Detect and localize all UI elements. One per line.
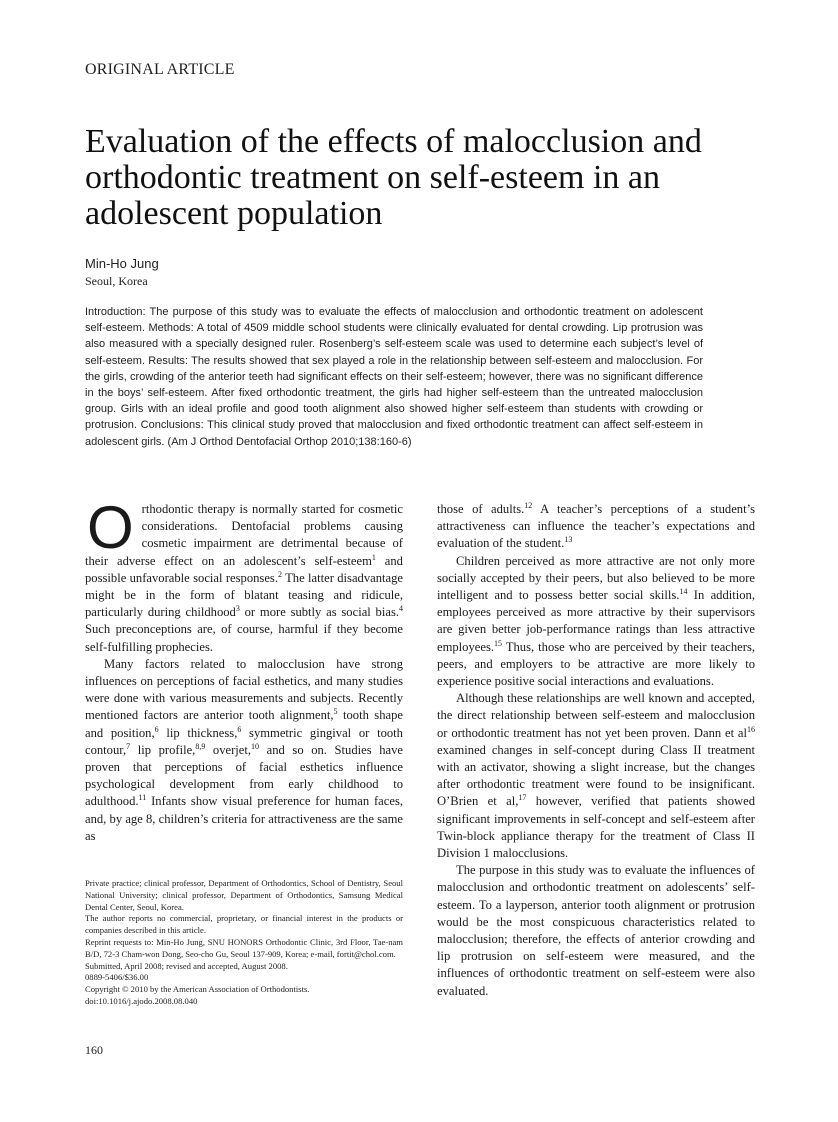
reference-marker[interactable]: 7 [126,741,131,751]
body-paragraph: Children perceived as more attractive are not only more socially accepted by their peers, but also believed to be more intelligent and to possess better social skills.$^{14}$ In addition, employees perceived as more attractive by their supervisors are given better job-performance ratings than less attractive employees.$^{15}$ Thus, those who are perceived by their teachers, peers, and employers to be attractive are more likely to experience positive social interactions and evaluations. [437,553,755,689]
reference-marker[interactable]: 6 [154,724,159,734]
reference-marker[interactable]: 2 [277,569,282,579]
reference-marker[interactable]: 8,9 [195,741,206,751]
author-affiliation: Seoul, Korea [85,274,148,288]
reference-marker[interactable]: 13 [564,535,573,545]
body-column-right [437,501,755,1000]
article-title: Evaluation of the effects of malocclusion and orthodontic treatment on self-esteem in an adolescent population [85,123,702,232]
body-paragraph: The purpose in this study was to evaluate the influences of malocclusion and orthodontic treatment on adolescents’ self-esteem. To a layperson, anterior tooth alignment or protrusion would be the most conspicuous characteristics related to malocclusion; therefore, the effects of anterior crowding and lip protrusion on self-esteem were measured, and the influences of orthodontic treatment on self-esteem were also evaluated. [437,863,755,998]
reference-marker[interactable]: 1 [371,552,376,562]
reference-marker[interactable]: 15 [494,638,503,648]
reference-marker[interactable]: 14 [679,587,688,597]
reference-marker[interactable]: 10 [251,741,260,751]
footnote-reprint-requests: Reprint requests to: Min-Ho Jung, SNU HONORS Orthodontic Clinic, 3rd Floor, Tae-nam B/D, 72-3 Cham-won Dong, Seo-cho Gu, Seoul 137-909, Korea; e-mail, fortit@chol.com. [85,936,403,959]
body-paragraph: Many factors related to malocclusion have strong influences on perceptions of facial esthetics, and many studies were done with various measurements and subjects. Recently mentioned factors are anterior tooth alignment,$^5$ tooth shape and position,$^6$ lip thickness,$^6$ symmetric gingival or tooth contour,$^7$ lip profile,$^{8,9}$ overjet,$^{10}$ and so on. Studies have proven that perceptions of facial esthetics influence psychological development from early childhood to adulthood.$^{11}$ Infants show visual preference for human faces, and, by age 8, children’s criteria for attractiveness are the same as [85,656,403,843]
reference-marker[interactable]: 3 [235,604,240,614]
body-column-left [85,494,403,845]
abstract [85,304,703,450]
reference-marker[interactable]: 17 [518,793,527,803]
reference-marker[interactable]: 6 [237,724,242,734]
footnote-issn: 0889-5406/$36.00 [85,972,149,983]
footnotes [85,878,403,1008]
footnote-submission-dates: Submitted, April 2008; revised and accepted, August 2008. [85,960,288,971]
footnote-copyright: Copyright © 2010 by the American Association of Orthodontists. [85,984,310,995]
body-paragraph: Orthodontic therapy is normally started for cosmetic considerations. Dentofacial problems causing cosmetic impairment are detrimental because of their adverse effect on an adolescent’s self-esteem$^1$ and possible unfavorable social responses.$^2$ The latter disadvantage might be in the form of blatant teasing and ridicule, particularly during childhood$^3$ or more subtly as social bias.$^4$ Such preconceptions are, of course, harmful if they become self-fulfilling prophecies. [85,494,403,654]
footnote-disclosure: The author reports no commercial, proprietary, or financial interest in the products or companies described in this article. [85,913,403,936]
reference-marker[interactable]: 4 [399,604,403,614]
reference-marker[interactable]: 12 [524,501,533,510]
drop-cap: O [87,494,134,561]
reference-marker[interactable]: 11 [138,793,147,803]
page-number: 160 [85,1043,103,1057]
body-paragraph: those of adults.$^{12}$ A teacher’s perceptions of a student’s attractiveness can influence the teacher’s expectations and evaluation of the student.$^{13}$ [437,501,755,551]
section-label: ORIGINAL ARTICLE [85,61,235,78]
abstract-text: Introduction: The purpose of this study was to evaluate the effects of malocclusion and orthodontic treatment on adolescent self-esteem. Methods: A total of 4509 middle school students were clinically evaluated for dental crowding. Lip protrusion was also measured with a specially designed ruler. Rosenberg’s self-esteem scale was used to determine each subject’s level of self-esteem. Results: The results showed that sex played a role in the relationship between self-esteem and malocclusion. For the girls, crowding of the anterior teeth had significant effects on their self-esteem; however, there was no significant difference in the boys’ self-esteem. After fixed orthodontic treatment, the girls had higher self-esteem than the untreated malocclusion group. Girls with an ideal profile and good tooth alignment also showed higher self-esteem than students with crowding or protrusion. Conclusions: This clinical study proved that malocclusion and fixed orthodontic treatment can affect self-esteem in adolescent girls. (Am J Orthod Dentofacial Orthop 2010;138:160-6) [85,306,703,448]
reference-marker[interactable]: 16 [747,724,755,734]
reference-marker[interactable]: 5 [333,707,338,717]
author-name: Min-Ho Jung [85,256,159,271]
body-paragraph: Although these relationships are well known and accepted, the direct relationship between self-esteem and malocclusion or orthodontic treatment has not yet been proven. Dann et $al^{16}$ examined changes in self-concept during Class II treatment with an activator, showing a slight increase, but the changes after orthodontic treatment were found to be insignificant. O’Brien et al,$^{17}$ however, verified that patients showed significant improvements in self-concept and self-esteem after Twin-block appliance therapy for the treatment of Class II Division 1 malocclusions. [437,691,756,861]
footnote-affiliation: Private practice; clinical professor, Department of Orthodontics, School of Dentistry, Seoul National University; clinical professor, Department of Orthodontics, Samsung Medical Dental Center, Seoul, Korea. [85,878,403,912]
footnote-doi[interactable]: doi:10.1016/j.ajodo.2008.08.040 [85,995,198,1006]
